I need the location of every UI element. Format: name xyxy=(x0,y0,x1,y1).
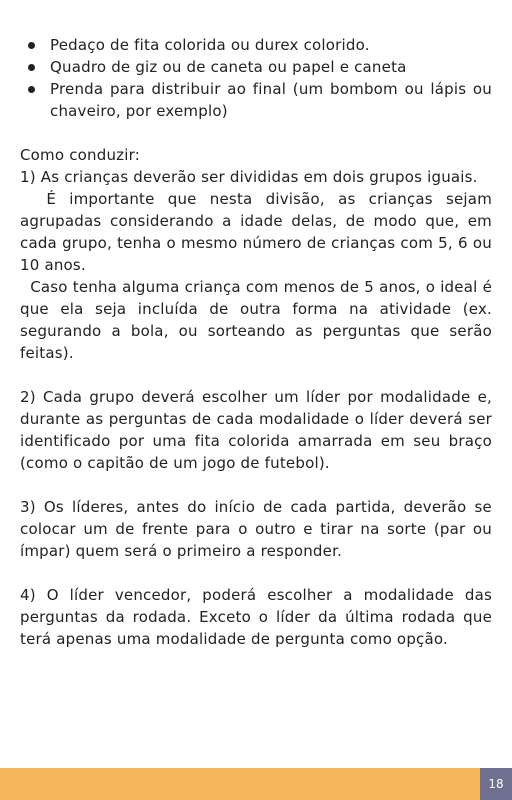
materials-list-item: Quadro de giz ou de caneta ou papel e caneta xyxy=(20,56,492,78)
step-paragraph: É importante que nesta divisão, as crianças sejam agrupadas considerando a idade delas, de modo que, em cada grupo, tenha o mesmo número de crianças com 5, 6 ou 10 anos. xyxy=(20,190,492,274)
step-paragraph: 1) As crianças deverão ser divididas em dois grupos iguais. xyxy=(20,168,478,186)
step-paragraph: 3) Os líderes, antes do início de cada partida, deverão se colocar um de frente para o outro e tirar na sorte (par ou ímpar) quem será o primeiro a responder. xyxy=(20,498,492,560)
page-content xyxy=(20,34,492,650)
materials-list xyxy=(20,34,492,122)
spacer xyxy=(20,474,492,496)
section-heading: Como conduzir: xyxy=(20,146,140,164)
page-number: 18 xyxy=(480,768,512,800)
spacer xyxy=(20,562,492,584)
step-paragraph: 4) O líder vencedor, poderá escolher a modalidade das perguntas da rodada. Exceto o líder da última rodada que terá apenas uma modalidade de pergunta como opção. xyxy=(20,586,492,648)
materials-list-item: Prenda para distribuir ao final (um bombom ou lápis ou chaveiro, por exemplo) xyxy=(20,78,492,122)
spacer xyxy=(20,122,492,144)
footer-bar xyxy=(0,768,512,800)
spacer xyxy=(20,364,492,386)
materials-list-item: Pedaço de fita colorida ou durex colorido. xyxy=(20,34,492,56)
step-paragraph: 2) Cada grupo deverá escolher um líder por modalidade e, durante as perguntas de cada modalidade o líder deverá ser identificado por uma fita colorida amarrada em seu braço (como o capitão de um jogo de futebol). xyxy=(20,388,492,472)
step-paragraph: Caso tenha alguma criança com menos de 5 anos, o ideal é que ela seja incluída de outra forma na atividade (ex. segurando a bola, ou sorteando as perguntas que serão feitas). xyxy=(20,278,492,362)
